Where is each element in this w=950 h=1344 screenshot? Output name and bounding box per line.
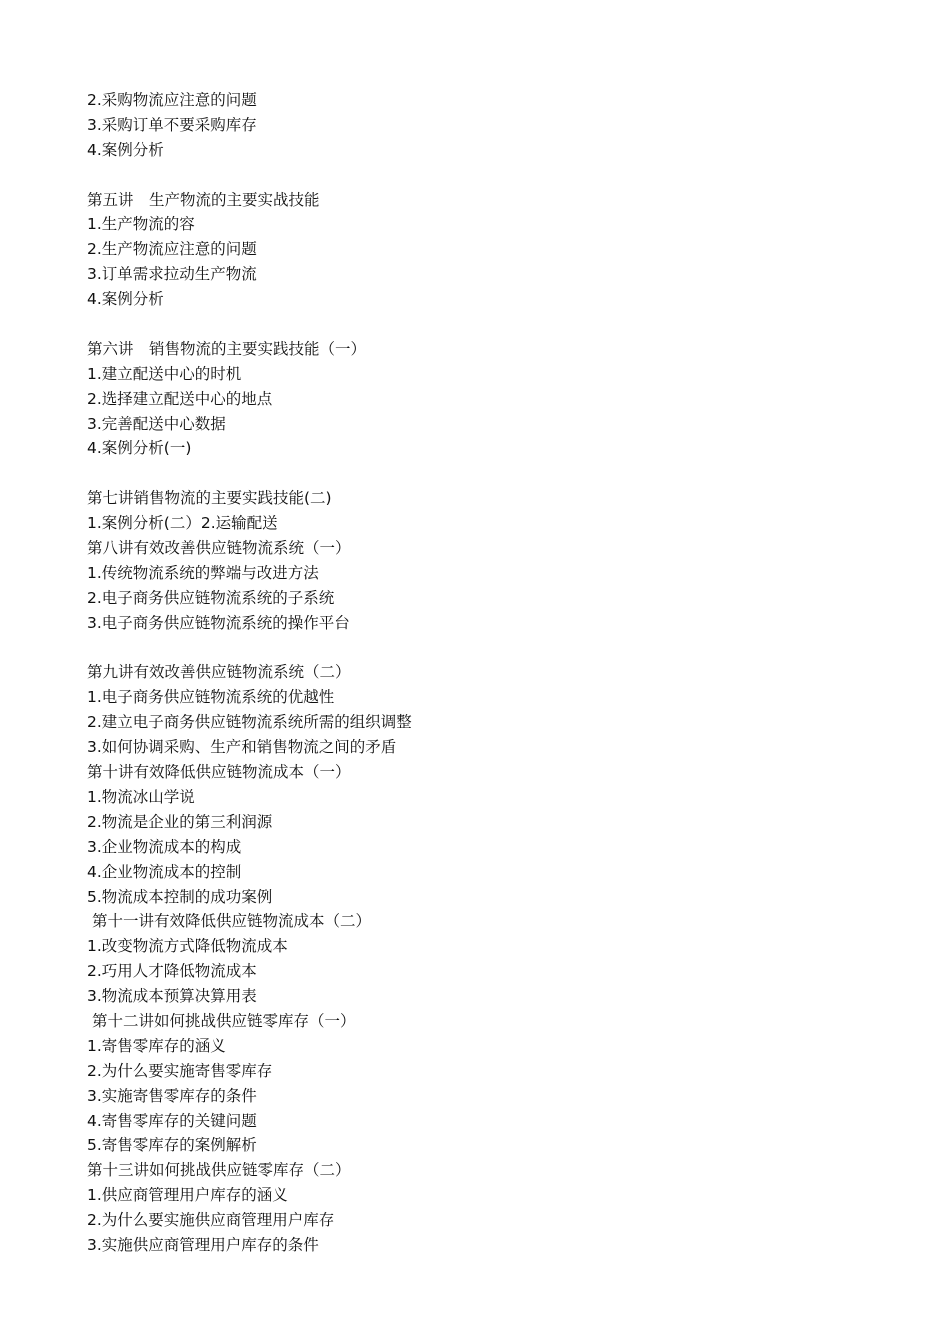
list-item: 3.订单需求拉动生产物流 (87, 265, 257, 284)
list-item: 3.采购订单不要采购库存 (87, 115, 257, 134)
paragraph-gap (87, 312, 887, 337)
section-heading: 第八讲有效改善供应链物流系统（一） (87, 539, 351, 558)
section-heading: 第六讲 销售物流的主要实践技能（一） (87, 339, 367, 358)
list-item: 1.供应商管理用户库存的涵义 (87, 1186, 288, 1205)
section-heading: 第五讲 生产物流的主要实战技能 (87, 190, 320, 209)
list-item: 1.传统物流系统的弊端与改进方法 (87, 563, 319, 582)
list-item: 1.案例分析(二）2.运输配送 (87, 514, 278, 533)
list-item: 3.实施寄售零库存的条件 (87, 1086, 257, 1105)
list-item: 2.巧用人才降低物流成本 (87, 962, 257, 981)
list-item: 1.寄售零库存的涵义 (87, 1036, 226, 1055)
paragraph-gap (87, 461, 887, 486)
list-item: 4.案例分析 (87, 290, 164, 309)
list-item: 4.案例分析(一) (87, 439, 192, 458)
list-item: 4.寄售零库存的关键问题 (87, 1111, 257, 1130)
list-item: 3.企业物流成本的构成 (87, 837, 242, 856)
list-item: 2.建立电子商务供应链物流系统所需的组织调整 (87, 713, 412, 732)
list-item: 2.物流是企业的第三利润源 (87, 812, 273, 831)
section-heading: 第九讲有效改善供应链物流系统（二） (87, 663, 351, 682)
list-item: 3.实施供应商管理用户库存的条件 (87, 1235, 319, 1254)
list-item: 2.为什么要实施寄售零库存 (87, 1061, 273, 1080)
list-item: 4.企业物流成本的控制 (87, 862, 242, 881)
section-heading: 第十一讲有效降低供应链物流成本（二） (92, 912, 372, 931)
list-item: 4.案例分析 (87, 140, 164, 159)
list-item: 1.物流冰山学说 (87, 787, 195, 806)
list-item: 2.为什么要实施供应商管理用户库存 (87, 1211, 335, 1230)
list-item: 2.选择建立配送中心的地点 (87, 389, 273, 408)
list-item: 1.生产物流的容 (87, 215, 195, 234)
list-item: 5.物流成本控制的成功案例 (87, 887, 273, 906)
section-heading: 第十二讲如何挑战供应链零库存（一） (92, 1011, 356, 1030)
list-item: 1.改变物流方式降低物流成本 (87, 937, 288, 956)
section-heading: 第十讲有效降低供应链物流成本（一） (87, 763, 351, 782)
list-item: 2.生产物流应注意的问题 (87, 240, 257, 259)
section-heading: 第十三讲如何挑战供应链零库存（二） (87, 1161, 351, 1180)
section-heading: 第七讲销售物流的主要实践技能(二) (87, 489, 332, 508)
document-body (87, 88, 887, 1258)
paragraph-gap (87, 163, 887, 188)
paragraph-gap (87, 636, 887, 661)
list-item: 1.电子商务供应链物流系统的优越性 (87, 688, 335, 707)
list-item: 3.如何协调采购、生产和销售物流之间的矛盾 (87, 738, 397, 757)
list-item: 2.电子商务供应链物流系统的子系统 (87, 588, 335, 607)
list-item: 5.寄售零库存的案例解析 (87, 1136, 257, 1155)
list-item: 3.电子商务供应链物流系统的操作平台 (87, 613, 350, 632)
list-item: 3.物流成本预算决算用表 (87, 987, 257, 1006)
list-item: 3.完善配送中心数据 (87, 414, 226, 433)
list-item: 2.采购物流应注意的问题 (87, 91, 257, 109)
list-item: 1.建立配送中心的时机 (87, 364, 242, 383)
